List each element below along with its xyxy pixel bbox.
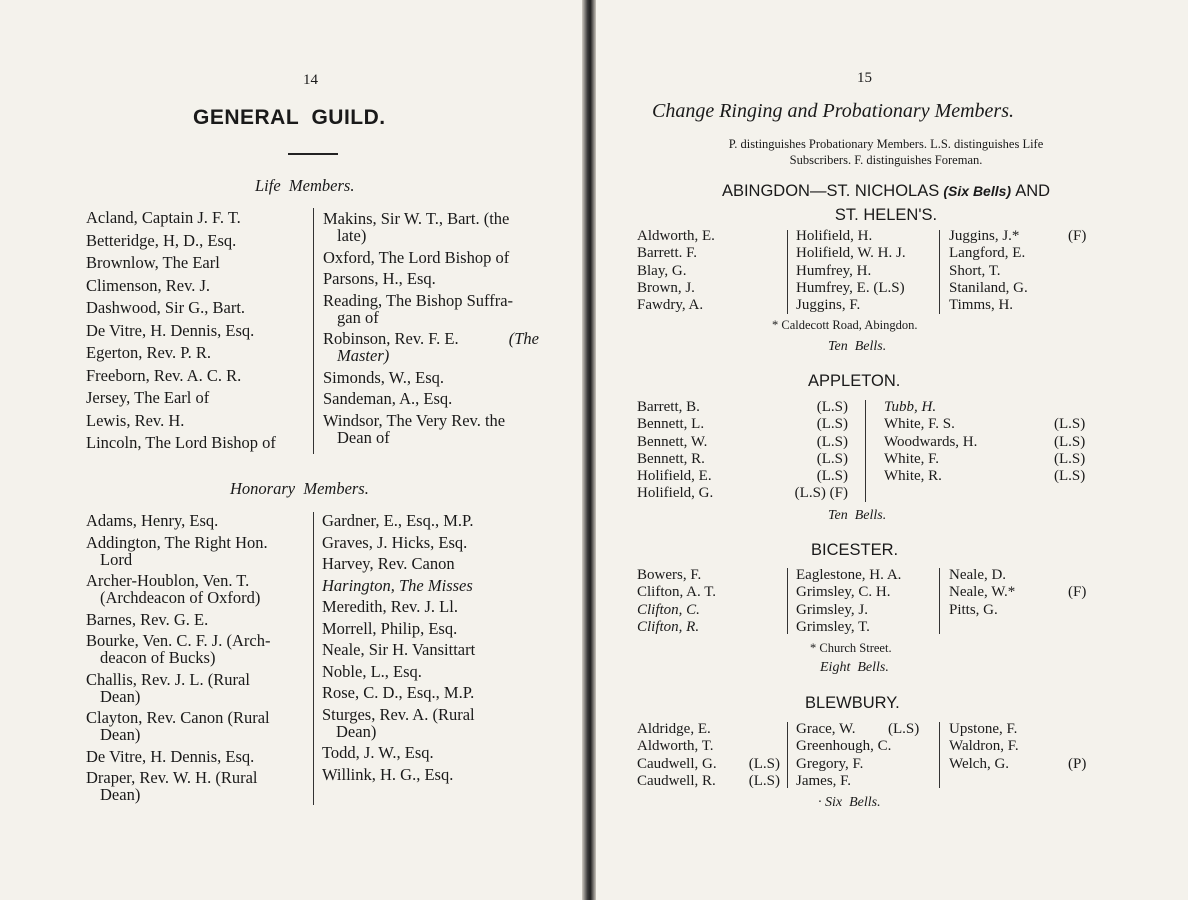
list-item xyxy=(322,534,532,551)
list-item-text: Noble, L., Esq. xyxy=(322,661,422,681)
section-heading-text: (Six Bells) xyxy=(943,183,1012,199)
list-item-text: De Vitre, H. Dennis, Esq. xyxy=(86,746,255,766)
blewbury-column-1 xyxy=(637,721,737,790)
footnote: * Caldecott Road, Abingdon. xyxy=(772,318,918,332)
list-item xyxy=(322,555,532,572)
list-item-text: Robinson, Rev. F. E. xyxy=(323,329,459,348)
membership-mark: (L.S) xyxy=(1054,450,1086,467)
list-item xyxy=(322,663,532,680)
abingdon-column-2 xyxy=(796,228,938,314)
list-item: Waldron, F. xyxy=(949,738,1019,755)
membership-mark xyxy=(1054,399,1094,416)
list-item-text: (The xyxy=(508,329,539,348)
list-item: Caudwell, R. xyxy=(637,772,716,789)
list-item xyxy=(323,369,543,386)
list-item-text: deacon of Bucks) xyxy=(100,648,216,667)
list-item: Dashwood, Sir G., Bart. xyxy=(86,298,246,317)
list-item xyxy=(323,412,543,446)
list-item: Aldworth, T. xyxy=(637,738,714,755)
section-heading-bicester: BICESTER. xyxy=(811,541,899,559)
membership-mark: (L.S) xyxy=(1054,416,1086,433)
list-item-text: Welch, G. xyxy=(949,755,1010,772)
list-item xyxy=(949,756,1094,773)
bicester-column-1 xyxy=(637,567,777,636)
list-item: Bennett, W. xyxy=(637,433,708,450)
list-item: Holifield, G. xyxy=(637,485,714,502)
column-divider xyxy=(313,512,314,805)
list-item xyxy=(322,598,532,615)
membership-mark xyxy=(738,721,780,738)
list-item xyxy=(86,769,301,803)
membership-mark: (L.S) xyxy=(748,755,780,772)
left-page xyxy=(0,0,582,900)
list-item: Freeborn, Rev. A. C. R. xyxy=(86,365,242,385)
list-item-text: Master) xyxy=(337,346,390,365)
column-divider xyxy=(939,722,940,788)
foreman-mark: (F) xyxy=(1068,584,1087,601)
column-divider xyxy=(865,400,866,502)
list-item-text: Sturges, Rev. A. (Rural xyxy=(322,704,475,724)
list-item: Grimsley, C. H. xyxy=(796,584,891,601)
list-item: White, F. S. xyxy=(884,416,955,433)
section-heading-text: AND xyxy=(1015,182,1051,200)
list-item-text: Simonds, W., Esq. xyxy=(323,367,445,387)
list-item: Woodwards, H. xyxy=(884,433,978,450)
list-item: Barrett, B. xyxy=(637,399,700,415)
list-item-text: late) xyxy=(337,226,367,245)
right-page xyxy=(596,0,1188,900)
list-item xyxy=(322,684,532,701)
list-item xyxy=(323,390,543,407)
list-item: Holifield, E. xyxy=(637,468,712,485)
membership-mark: (L.S) xyxy=(816,450,848,467)
list-item-text: Graves, J. Hicks, Esq. xyxy=(322,532,468,552)
probationary-mark: (P) xyxy=(1068,755,1087,772)
list-item-text: Reading, The Bishop Suffra- xyxy=(323,290,514,310)
list-item-text: Bourke, Ven. C. F. J. (Arch- xyxy=(86,631,271,650)
list-item xyxy=(323,249,543,266)
list-item: Bennett, L. xyxy=(637,416,705,433)
bicester-column-3 xyxy=(949,567,1094,619)
list-item: Bennett, R. xyxy=(637,450,705,467)
page-number: 14 xyxy=(303,72,318,88)
list-item: Acland, Captain J. F. T. xyxy=(86,208,241,227)
list-item: Timms, H. xyxy=(949,297,1014,314)
abingdon-column-3 xyxy=(949,228,1094,314)
list-item: Holifield, W. H. J. xyxy=(796,245,906,262)
bells-note: · Six Bells. xyxy=(818,795,881,810)
section-heading-text: ST. HELEN'S. xyxy=(834,206,938,224)
list-item-text: Harington, The Misses xyxy=(322,575,473,595)
list-item-text: Dean) xyxy=(100,725,141,744)
list-item: White, F. xyxy=(884,450,940,467)
appleton-column-2 xyxy=(884,399,1034,485)
list-item-text: Addington, The Right Hon. xyxy=(86,532,268,552)
life-members-column-1 xyxy=(86,207,311,455)
membership-mark xyxy=(738,738,780,755)
list-item: Grace, W. xyxy=(796,721,856,737)
membership-mark: (L.S) xyxy=(816,433,848,450)
list-item-text: Neale, W.* xyxy=(949,584,1016,601)
list-item-text: Meredith, Rev. J. Ll. xyxy=(322,597,458,616)
book-gutter xyxy=(582,0,596,900)
appleton-column-1 xyxy=(637,399,737,503)
column-divider xyxy=(787,230,788,314)
list-item: Clifton, R. xyxy=(637,618,700,635)
list-item-text: Harvey, Rev. Canon xyxy=(322,554,455,573)
list-item: Upstone, F. xyxy=(949,721,1018,737)
list-item: Blay, G. xyxy=(637,262,687,279)
list-item-text: Sandeman, A., Esq. xyxy=(323,389,453,408)
list-item: Egerton, Rev. P. R. xyxy=(86,343,211,362)
list-item: Brown, J. xyxy=(637,279,695,296)
column-divider xyxy=(939,230,940,314)
membership-mark: (L.S) xyxy=(1054,433,1086,450)
list-item-text: Dean) xyxy=(336,721,377,741)
list-item xyxy=(322,744,532,761)
list-item-text: Lord xyxy=(100,549,133,569)
list-item-text: Parsons, H., Esq. xyxy=(323,269,436,288)
list-item: Holifield, H. xyxy=(796,228,873,244)
list-item: Gregory, F. xyxy=(796,755,864,772)
list-item-text: Windsor, The Very Rev. the xyxy=(323,410,506,430)
list-item: Pitts, G. xyxy=(949,601,998,618)
membership-mark: (L.S) (F) xyxy=(794,485,848,502)
list-item xyxy=(86,512,301,529)
page-number: 15 xyxy=(857,70,872,86)
legend-text: Subscribers. F. distinguishes Foreman. xyxy=(789,153,983,167)
membership-mark: (L.S) xyxy=(816,416,848,433)
list-item-text: Juggins, J.* xyxy=(949,228,1020,244)
list-item-text: Makins, Sir W. T., Bart. (the xyxy=(323,209,510,228)
abingdon-column-1 xyxy=(637,228,777,314)
page-title: Change Ringing and Probationary Members. xyxy=(652,100,1015,122)
list-item xyxy=(86,671,301,705)
list-item: Brownlow, The Earl xyxy=(86,253,220,272)
membership-mark: (L.S) xyxy=(1054,468,1086,485)
list-item xyxy=(86,572,301,606)
list-item-text: Barnes, Rev. G. E. xyxy=(86,609,209,629)
footnote: * Church Street. xyxy=(810,641,892,655)
foreman-mark: (F) xyxy=(1068,228,1087,244)
list-item xyxy=(949,584,1094,601)
list-item: Humfrey, H. xyxy=(796,262,872,279)
list-item: Lewis, Rev. H. xyxy=(86,410,185,430)
list-item xyxy=(323,270,543,287)
list-item xyxy=(322,577,532,594)
membership-mark: (L.S) xyxy=(816,399,848,415)
list-item xyxy=(322,641,532,658)
life-members-heading: Life Members. xyxy=(255,176,355,195)
column-divider xyxy=(939,568,940,634)
list-item xyxy=(86,709,301,743)
list-item: White, R. xyxy=(884,468,942,485)
list-item: Bowers, F. xyxy=(637,567,702,583)
list-item xyxy=(86,748,301,765)
list-item-text: Gardner, E., Esq., M.P. xyxy=(322,511,474,530)
membership-mark: (L.S) xyxy=(748,772,780,789)
list-item: Grimsley, T. xyxy=(796,618,870,635)
list-item: Aldworth, E. xyxy=(637,228,715,244)
list-item-text: (Archdeacon of Oxford) xyxy=(100,588,261,607)
bells-note: Eight Bells. xyxy=(820,660,889,675)
list-item-text: Clayton, Rev. Canon (Rural xyxy=(86,708,270,727)
list-item: Grimsley, J. xyxy=(796,601,868,618)
list-item xyxy=(322,512,532,529)
list-item xyxy=(322,766,532,783)
list-item-text: Morrell, Philip, Esq. xyxy=(322,618,458,638)
list-item: Caudwell, G. xyxy=(637,755,717,772)
list-item xyxy=(323,210,543,244)
list-item: Clifton, C. xyxy=(637,601,700,618)
blewbury-column-2-marks xyxy=(888,721,930,738)
list-item xyxy=(323,292,543,326)
list-item xyxy=(86,534,301,568)
list-item: Greenhough, C. xyxy=(796,738,892,755)
title-rule xyxy=(288,153,338,155)
list-item: De Vitre, H. Dennis, Esq. xyxy=(86,320,255,340)
list-item: Lincoln, The Lord Bishop of xyxy=(86,433,276,452)
list-item: Climenson, Rev. J. xyxy=(86,275,211,295)
list-item: Fawdry, A. xyxy=(637,297,704,314)
page-title: GENERAL GUILD. xyxy=(193,106,386,129)
list-item-text: Rose, C. D., Esq., M.P. xyxy=(322,683,475,702)
bells-note: Ten Bells. xyxy=(828,508,887,523)
legend-text: P. distinguishes Probationary Members. L.S. distinguishes Life xyxy=(728,137,1044,151)
honorary-members-heading: Honorary Members. xyxy=(230,479,369,498)
blewbury-column-3 xyxy=(949,721,1094,773)
column-divider xyxy=(313,208,314,454)
list-item-text: Dean) xyxy=(100,785,141,804)
section-heading-abingdon xyxy=(636,179,1136,227)
list-item xyxy=(323,330,543,364)
list-item: James, F. xyxy=(796,772,852,789)
column-divider xyxy=(787,722,788,788)
list-item: Jersey, The Earl of xyxy=(86,388,210,407)
membership-mark: (L.S) xyxy=(888,721,920,737)
section-heading-text: ABINGDON—ST. NICHOLAS xyxy=(721,182,940,200)
list-item-text: Archer-Houblon, Ven. T. xyxy=(86,571,250,590)
list-item xyxy=(322,706,532,740)
list-item: Aldridge, E. xyxy=(637,721,711,737)
list-item: Langford, E. xyxy=(949,245,1026,262)
list-item: Clifton, A. T. xyxy=(637,584,717,601)
blewbury-column-2 xyxy=(796,721,896,790)
list-item xyxy=(86,632,301,666)
list-item: Barrett. F. xyxy=(637,245,698,262)
membership-mark: (L.S) xyxy=(816,468,848,485)
list-item-text: Draper, Rev. W. H. (Rural xyxy=(86,768,258,787)
list-item: Juggins, F. xyxy=(796,297,861,314)
list-item: Staniland, G. xyxy=(949,279,1028,296)
section-heading-blewbury: BLEWBURY. xyxy=(805,694,900,712)
list-item: Betteridge, H, D., Esq. xyxy=(86,230,237,250)
list-item-text: Oxford, The Lord Bishop of xyxy=(323,247,510,267)
section-heading-appleton: APPLETON. xyxy=(808,372,901,390)
blewbury-column-1-marks xyxy=(738,721,780,790)
bells-note: Ten Bells. xyxy=(828,339,887,354)
list-item xyxy=(949,228,1094,245)
honorary-members-column-1 xyxy=(86,512,301,808)
appleton-column-2-marks xyxy=(1054,399,1094,485)
list-item-text: Neale, Sir H. Vansittart xyxy=(322,640,476,659)
honorary-members-column-2 xyxy=(322,512,532,787)
list-item: Neale, D. xyxy=(949,567,1007,583)
list-item: Short, T. xyxy=(949,262,1001,279)
list-item-text: gan of xyxy=(337,307,379,327)
list-item-text: Willink, H. G., Esq. xyxy=(322,764,454,784)
appleton-column-1-marks xyxy=(756,399,848,503)
list-item xyxy=(86,611,301,628)
list-item: Tubb, H. xyxy=(884,399,937,415)
life-members-column-2 xyxy=(323,210,543,450)
list-item-text: Challis, Rev. J. L. (Rural xyxy=(86,669,250,689)
column-divider xyxy=(787,568,788,634)
list-item: Humfrey, E. (L.S) xyxy=(796,279,905,296)
list-item xyxy=(322,620,532,637)
list-item-text: Todd, J. W., Esq. xyxy=(322,743,434,762)
list-item-text: Dean) xyxy=(100,686,141,706)
bicester-column-2 xyxy=(796,567,938,636)
legend-note xyxy=(636,136,1136,168)
list-item: Eaglestone, H. A. xyxy=(796,567,902,583)
list-item-text: Adams, Henry, Esq. xyxy=(86,511,219,530)
list-item-text: Dean of xyxy=(337,427,390,447)
